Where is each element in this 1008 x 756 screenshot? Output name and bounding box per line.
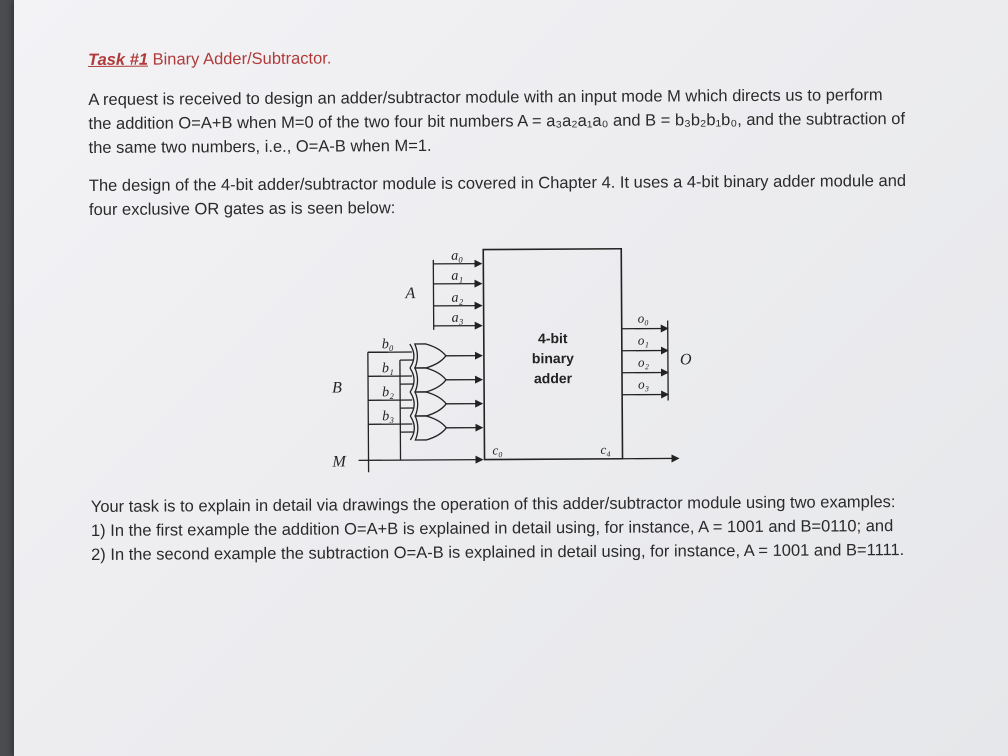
o0-label: o₀	[637, 310, 649, 326]
carry-out-label: c₄	[600, 441, 611, 457]
o1-label: o₁	[637, 332, 649, 348]
b0-label: b₀	[381, 337, 394, 353]
xor-gate	[410, 368, 446, 392]
b3-label: b₃	[382, 409, 395, 425]
box-label-2: binary	[531, 350, 574, 367]
xor-gate	[410, 344, 446, 368]
box-label-1: 4-bit	[537, 330, 568, 347]
paragraph-design: The design of the 4-bit adder/subtractor module is covered in Chapter 4. It uses a 4-bit binary adder module and four exclusive OR gates as is seen below:	[88, 172, 907, 219]
b-bits: b₃b₂b₁b₀	[674, 111, 738, 130]
box-label-3: adder	[533, 370, 573, 387]
carry-in-label: c₀	[492, 442, 503, 458]
a0-label: a₀	[451, 248, 464, 264]
document-content	[88, 43, 909, 564]
a2-label: a₂	[451, 290, 464, 306]
xor-gate	[410, 392, 446, 416]
paragraph-request	[88, 83, 908, 160]
b1-label: b₁	[381, 361, 394, 377]
xor-gate	[410, 416, 446, 440]
circuit-svg	[332, 238, 698, 480]
o2-label: o₂	[637, 354, 650, 370]
paragraph-task: Your task is to explain in detail via drawings the operation of this adder/subtractor module using two examples: 1) In the first example the addition O=A+B is explained in detail using, for instance, A = 1001 and B=0110; and 2) In the second example the subtraction O=A-B is explained in detail using, for instance, A = 1001 and B=1111.	[90, 493, 905, 564]
a3-label: a₃	[451, 310, 464, 326]
task-number: Task #1	[88, 50, 149, 69]
adder-subtractor-diagram	[332, 238, 698, 480]
para1-text-b: and B =	[608, 111, 675, 130]
o3-label: o₃	[638, 376, 650, 392]
a-bus-label: A	[405, 285, 416, 303]
xor-output-lines	[446, 356, 482, 428]
o-bus-label: O	[679, 351, 692, 369]
a1-label: a₁	[451, 268, 464, 284]
mode-line	[358, 360, 483, 461]
b2-label: b₂	[382, 385, 395, 401]
b-bus-label: B	[332, 379, 342, 397]
mode-label: M	[332, 453, 346, 471]
task-title	[88, 43, 908, 72]
task-heading: Binary Adder/Subtractor.	[147, 49, 332, 69]
a-bits: a₃a₂a₁a₀	[546, 111, 609, 131]
para1-text-a: A request is received to design an adder/subtractor module with an input mode M which directs us to perform the addition O=A+B when M=0 of the two four bit numbers A =	[88, 86, 883, 133]
para1-text-c: , and the subtraction of the same two numbers, i.e., O=A-B when M=1.	[88, 110, 906, 157]
